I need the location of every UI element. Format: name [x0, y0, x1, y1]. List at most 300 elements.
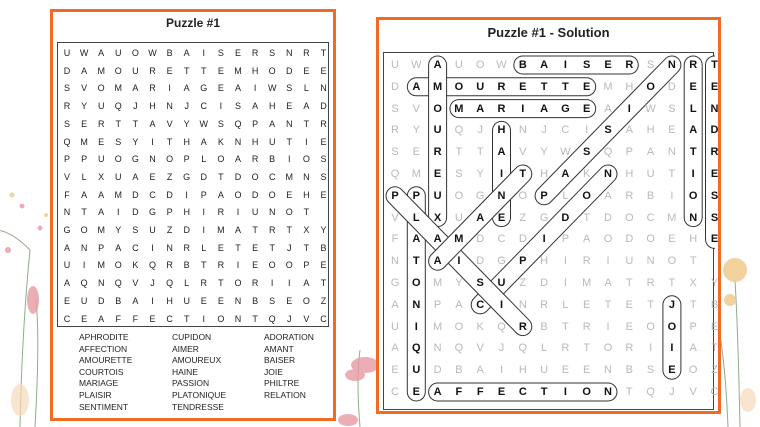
grid-cell: D [200, 171, 208, 182]
grid-cell: S [63, 83, 70, 94]
grid-cell: T [320, 48, 327, 58]
solution-cell: B [518, 59, 527, 71]
solution-cell: R [582, 255, 591, 268]
solution-cell: O [646, 80, 655, 93]
solution-cell: U [625, 255, 634, 268]
grid-cell: P [166, 207, 173, 218]
grid-cell: A [200, 136, 207, 147]
grid-cell: B [166, 48, 173, 58]
grid-cell: M [114, 189, 123, 200]
solution-cell: F [455, 386, 463, 398]
grid-cell: E [234, 48, 241, 58]
grid-cell: A [183, 48, 190, 58]
solution-cell: D [540, 277, 549, 289]
grid-cell: C [320, 313, 327, 324]
grid-cell: E [149, 313, 156, 324]
grid-cell: T [183, 65, 190, 76]
grid-cell: A [252, 101, 259, 112]
solution-cell: R [561, 342, 570, 355]
solution-cell: A [540, 102, 549, 115]
solution-cell: M [433, 80, 443, 93]
solution-cell: N [604, 364, 612, 377]
grid-cell: I [151, 295, 154, 306]
solution-cell: V [476, 342, 484, 355]
grid-cell: B [269, 154, 276, 165]
grid-cell: T [201, 260, 207, 271]
word-item: PLAISIR [79, 389, 112, 400]
solution-cell: I [457, 255, 461, 268]
solution-cell: E [668, 124, 676, 137]
grid-cell: C [149, 189, 156, 200]
solution-cell: Z [519, 277, 527, 289]
solution-cell: S [391, 146, 399, 159]
solution-cell: R [540, 298, 549, 311]
grid-cell: D [166, 189, 173, 200]
grid-cell: U [132, 65, 139, 76]
grid-cell: T [286, 136, 293, 147]
word-item: HAINE [172, 366, 198, 377]
solution-cell: E [668, 233, 676, 246]
grid-cell: C [63, 313, 71, 324]
grid-cell: U [115, 48, 122, 58]
grid-cell: N [268, 207, 276, 218]
grid-cell: E [252, 242, 259, 253]
solution-panel [376, 17, 721, 414]
grid-cell: R [217, 207, 225, 218]
grid-cell: O [114, 65, 122, 76]
solution-cell: O [582, 189, 591, 202]
grid-cell: C [166, 313, 173, 324]
grid-cell: E [286, 295, 293, 306]
grid-cell: Q [80, 278, 88, 289]
grid-cell: G [63, 225, 71, 235]
grid-cell: A [63, 242, 70, 253]
grid-cell: O [234, 189, 242, 200]
solution-cell: B [646, 189, 655, 202]
grid-cell: T [303, 118, 310, 129]
grid-cell: R [149, 65, 156, 76]
solution-cell: A [412, 233, 421, 246]
solution-cell: N [604, 386, 612, 398]
solution-cell: O [454, 189, 464, 202]
solution-cell: W [411, 59, 422, 71]
solution-cell: R [497, 80, 506, 93]
solution-cell: A [583, 233, 591, 246]
grid-cell: S [115, 136, 122, 147]
solution-cell: Y [540, 146, 548, 159]
grid-cell: L [303, 83, 309, 94]
grid-cell: H [166, 295, 173, 306]
word-item: PASSION [172, 378, 210, 389]
solution-cell: D [625, 233, 634, 246]
solution-cell: E [412, 146, 420, 159]
grid-cell: I [202, 207, 206, 218]
solution-cell: O [688, 189, 698, 202]
grid-cell: Z [166, 225, 173, 235]
solution-cell: H [540, 168, 549, 180]
solution-cell: X [433, 211, 442, 224]
solution-cell: G [561, 102, 570, 115]
grid-cell: R [149, 83, 156, 94]
solution-cell: S [476, 277, 484, 289]
grid-cell: N [234, 136, 242, 147]
solution-cell: N [518, 124, 527, 137]
solution-cell: I [691, 168, 695, 180]
solution-cell: E [710, 233, 719, 246]
solution-cell: Q [497, 320, 506, 333]
solution-cell: I [649, 342, 653, 355]
grid-cell: D [132, 189, 139, 200]
grid-cell: R [97, 118, 105, 129]
grid-cell: E [252, 260, 259, 271]
grid-cell: N [234, 313, 242, 324]
solution-cell: T [562, 80, 569, 93]
grid-cell: P [183, 154, 190, 165]
grid-cell: A [115, 242, 122, 253]
grid-cell: X [303, 225, 310, 235]
solution-cell: Q [454, 342, 464, 355]
grid-cell: X [98, 171, 105, 182]
grid-cell: I [151, 136, 154, 147]
solution-cell: O [667, 320, 677, 333]
grid-cell: N [320, 83, 327, 94]
grid-cell: O [285, 260, 293, 271]
solution-cell: R [582, 320, 591, 333]
solution-cell: N [689, 211, 698, 224]
solution-cell: U [646, 168, 655, 180]
grid-cell: E [98, 136, 105, 147]
grid-cell: O [217, 154, 225, 165]
grid-cell: Q [63, 136, 71, 147]
solution-cell: R [710, 146, 719, 159]
solution-cell: Q [454, 124, 464, 137]
solution-cell: U [476, 80, 485, 93]
solution-cell: G [475, 189, 485, 202]
grid-cell: U [251, 207, 259, 218]
grid-cell: L [184, 278, 190, 289]
grid-cell: A [217, 189, 224, 200]
solution-cell: D [391, 80, 399, 93]
grid-cell: O [131, 48, 139, 58]
grid-cell: I [219, 101, 223, 112]
grid-cell: D [320, 101, 327, 112]
grid-cell: Q [268, 313, 276, 324]
solution-cell: R [497, 102, 506, 115]
solution-cell: Q [412, 342, 421, 355]
grid-cell: A [269, 118, 276, 129]
word-item: AIMER [172, 343, 199, 354]
grid-cell: V [166, 118, 173, 129]
grid-cell: T [252, 225, 258, 235]
grid-cell: O [234, 278, 242, 289]
grid-cell: V [303, 313, 310, 324]
solution-cell: U [454, 211, 463, 224]
grid-cell: T [81, 207, 87, 218]
solution-cell: U [391, 59, 399, 71]
word-item: AMOUREUX [172, 355, 222, 366]
solution-cell: U [433, 189, 442, 202]
grid-cell: Y [132, 136, 139, 147]
solution-cell: C [561, 124, 570, 137]
grid-cell: M [217, 225, 225, 235]
solution-cell: M [667, 211, 677, 224]
grid-cell: I [202, 48, 206, 58]
solution-cell: W [645, 102, 656, 115]
grid-cell: P [63, 154, 70, 165]
grid-cell: R [251, 278, 259, 289]
grid-cell: Y [115, 225, 122, 235]
word-item: TENDRESSE [172, 401, 224, 412]
solution-cell: Y [710, 277, 719, 289]
solution-cell: J [669, 386, 675, 398]
grid-cell: O [302, 295, 310, 306]
solution-cell: C [518, 386, 527, 398]
grid-cell: I [202, 225, 206, 235]
grid-cell: E [217, 242, 224, 253]
grid-cell: Q [114, 278, 122, 289]
grid-cell: I [253, 83, 257, 94]
grid-cell: P [81, 154, 88, 165]
grid-cell: E [320, 260, 327, 271]
grid-cell: T [166, 136, 173, 147]
solution-cell: O [475, 59, 485, 71]
solution-cell: T [583, 211, 591, 224]
solution-cell: N [646, 255, 655, 268]
solution-cell: A [433, 233, 442, 246]
solution-cell: T [583, 342, 591, 355]
solution-cell: O [454, 320, 464, 333]
solution-cell: V [689, 386, 697, 398]
solution-cell: V [391, 211, 399, 224]
solution-cell: L [412, 211, 420, 224]
grid-cell: H [268, 101, 276, 112]
grid-cell: A [234, 154, 241, 165]
grid-cell: N [63, 207, 71, 218]
grid-cell: K [217, 136, 224, 147]
word-item: PLATONIQUE [172, 389, 227, 400]
solution-cell: I [542, 233, 546, 246]
solution-cell: W [560, 146, 571, 159]
grid-cell: I [288, 154, 291, 165]
solution-cell: A [391, 298, 399, 311]
word-item: SENTIMENT [79, 401, 129, 412]
grid-cell: D [132, 207, 139, 218]
grid-cell: C [132, 242, 139, 253]
grid-cell: M [285, 171, 294, 182]
grid-cell: R [217, 260, 225, 271]
grid-cell: E [81, 313, 88, 324]
grid-cell: N [303, 171, 310, 182]
solution-cell: B [540, 320, 548, 333]
grid-cell: I [270, 278, 274, 289]
solution-cell: I [563, 386, 567, 398]
solution-cell: I [585, 124, 589, 137]
solution-cell: K [583, 168, 591, 180]
grid-cell: R [268, 225, 276, 235]
solution-cell: O [518, 189, 528, 202]
grid-cell: N [286, 48, 293, 58]
solution-cell: L [562, 189, 569, 202]
solution-cell: O [412, 277, 421, 289]
solution-cell: M [454, 233, 464, 246]
grid-cell: I [151, 242, 154, 253]
grid-cell: T [218, 278, 224, 289]
grid-cell: V [63, 171, 70, 182]
word-item: APHRODITE [79, 332, 129, 342]
solution-cell: E [583, 102, 591, 115]
word-item: COURTOIS [79, 366, 124, 377]
grid-cell: T [303, 207, 310, 218]
solution-cell: C [391, 386, 399, 398]
solution-cell: L [689, 102, 697, 115]
solution-cell: Q [646, 386, 655, 398]
grid-cell: O [302, 154, 310, 165]
grid-cell: V [81, 83, 88, 94]
solution-cell: I [627, 102, 631, 115]
grid-cell: T [252, 313, 258, 324]
solution-cell: Q [390, 168, 400, 180]
grid-cell: M [114, 83, 123, 94]
grid-cell: M [97, 260, 105, 271]
grid-cell: F [115, 313, 122, 324]
solution-cell: T [711, 342, 718, 355]
solution-cell: S [646, 59, 655, 71]
solution-cell: E [561, 364, 570, 377]
solution-cell: E [583, 80, 591, 93]
grid-cell: A [303, 278, 310, 289]
solution-cell: M [411, 168, 421, 180]
solution-cell: T [668, 168, 676, 180]
solution-cell: N [497, 189, 506, 202]
grid-cell: E [166, 65, 173, 76]
grid-cell: N [234, 295, 242, 306]
solution-cell: T [689, 146, 697, 159]
solution-cell: E [391, 364, 399, 377]
solution-cell: A [646, 146, 655, 159]
solution-cell: Y [476, 168, 484, 180]
solution-cell: K [476, 320, 484, 333]
letter-grid [57, 42, 329, 327]
grid-cell: C [268, 171, 276, 182]
solution-cell: C [646, 211, 655, 224]
grid-cell: U [115, 171, 122, 182]
grid-cell: Y [320, 225, 327, 235]
solution-cell: S [710, 189, 719, 202]
solution-cell: T [625, 386, 633, 398]
solution-cell: A [476, 211, 485, 224]
puzzle-panel [50, 9, 336, 421]
solution-cell: G [497, 255, 506, 268]
grid-cell: G [183, 171, 191, 182]
grid-cell: N [166, 101, 173, 112]
solution-cell: N [391, 255, 399, 268]
grid-cell: S [234, 101, 241, 112]
grid-cell: Y [183, 118, 190, 129]
solution-cell: I [563, 59, 567, 71]
grid-cell: O [217, 313, 225, 324]
solution-cell: O [688, 364, 698, 377]
solution-cell: E [433, 168, 442, 180]
solution-cell: J [498, 342, 505, 355]
solution-cell: U [454, 59, 463, 71]
grid-cell: I [117, 207, 120, 218]
solution-cell: T [689, 255, 697, 268]
solution-cell: Q [518, 342, 528, 355]
grid-cell: A [98, 313, 105, 324]
solution-cell: H [540, 255, 549, 268]
grid-cell: T [269, 242, 275, 253]
grid-cell: E [63, 295, 70, 306]
solution-cell: P [433, 298, 442, 311]
solution-cell: P [689, 320, 697, 333]
solution-cell: A [689, 124, 698, 137]
grid-cell: P [303, 260, 310, 271]
solution-cell: E [519, 80, 527, 93]
grid-cell: E [217, 83, 224, 94]
solution-cell: D [433, 364, 442, 377]
solution-cell: I [499, 298, 504, 311]
solution-cell: I [499, 364, 504, 377]
grid-cell: O [166, 154, 174, 165]
grid-cell: A [303, 101, 310, 112]
grid-cell: R [166, 260, 173, 271]
solution-cell: A [433, 255, 442, 268]
solution-cell: J [668, 298, 675, 311]
solution-cell: T [604, 298, 612, 311]
grid-cell: A [234, 83, 241, 94]
grid-cell: S [320, 154, 327, 165]
grid-cell: Q [166, 278, 174, 289]
solution-cell: E [412, 386, 420, 398]
solution-cell: E [583, 298, 591, 311]
word-column [79, 332, 132, 413]
grid-cell: O [268, 189, 276, 200]
grid-cell: I [202, 313, 206, 324]
grid-cell: O [285, 207, 293, 218]
solution-cell: V [519, 146, 527, 159]
solution-cell: S [455, 168, 463, 180]
solution-cell: R [625, 342, 634, 355]
solution-cell: I [563, 277, 567, 289]
grid-cell: W [79, 48, 89, 58]
grid-cell: W [199, 118, 209, 129]
solution-cell: P [391, 189, 399, 202]
solution-cell: T [540, 386, 548, 398]
grid-cell: E [286, 101, 293, 112]
solution-cell: I [606, 255, 610, 268]
grid-cell: E [320, 65, 327, 76]
solution-cell: I [563, 255, 567, 268]
grid-cell: B [252, 295, 259, 306]
grid-cell: A [132, 83, 139, 94]
grid-cell: G [200, 83, 208, 94]
solution-cell: R [625, 59, 634, 71]
solution-cell: M [433, 320, 443, 333]
grid-cell: E [81, 118, 88, 129]
grid-cell: I [168, 83, 171, 94]
solution-cell: N [667, 146, 676, 159]
solution-cell: T [647, 298, 654, 311]
grid-cell: N [166, 242, 173, 253]
solution-cell: F [476, 386, 484, 398]
solution-cell: T [668, 277, 676, 289]
grid-cell: O [268, 260, 276, 271]
grid-cell: O [251, 171, 259, 182]
grid-cell: I [305, 136, 308, 147]
word-item: CUPIDON [172, 332, 212, 342]
grid-cell: P [200, 189, 207, 200]
solution-cell: E [668, 364, 676, 377]
